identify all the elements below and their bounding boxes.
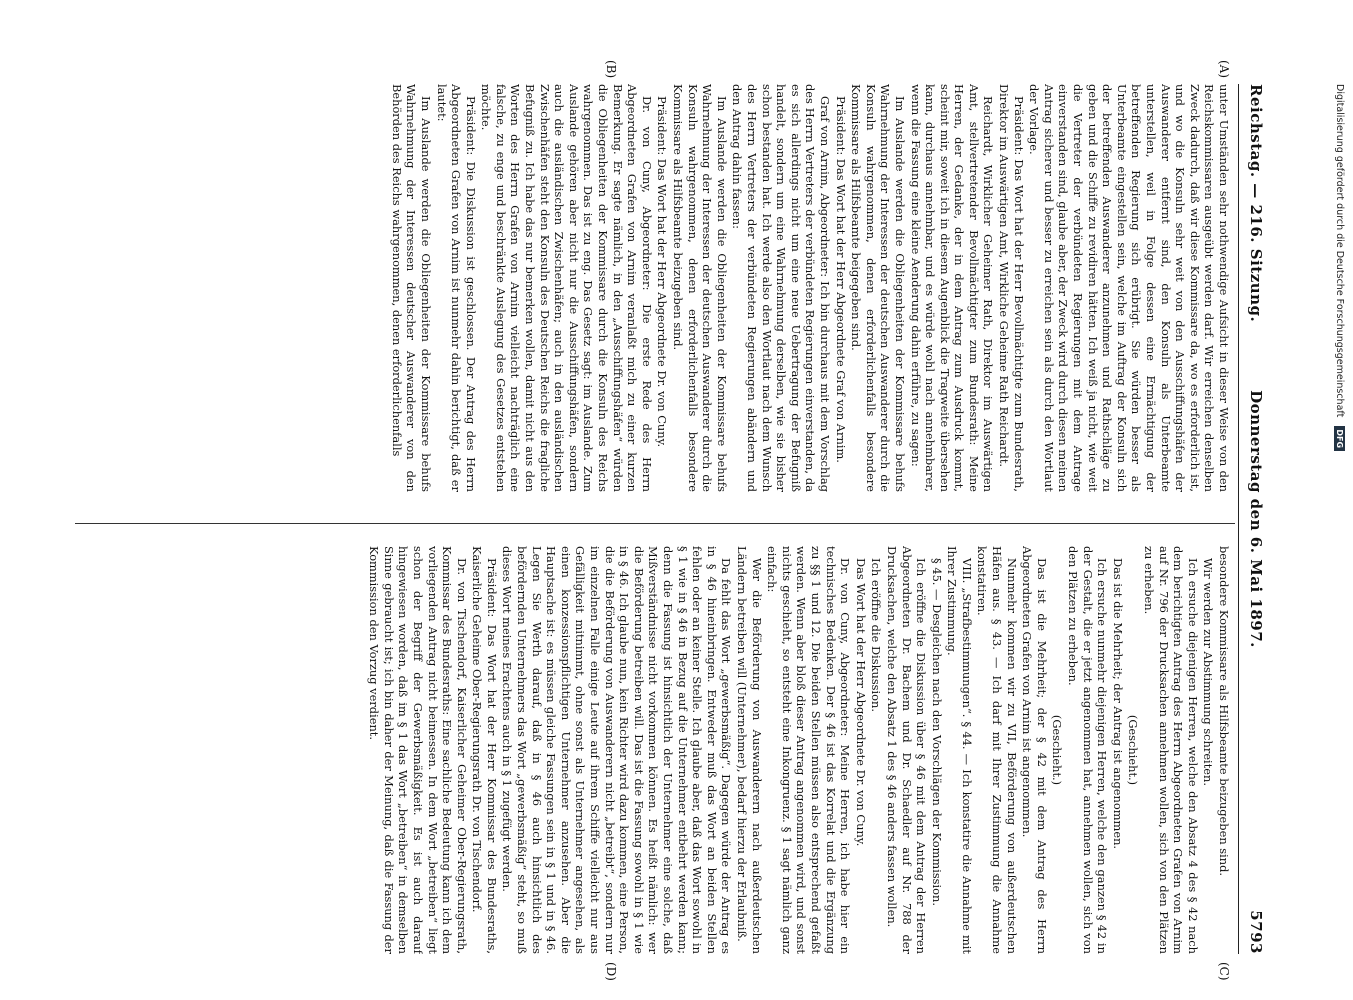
- running-head: [1241, 84, 1265, 954]
- speaker-paragraph: Reichardt, Wirklicher Geheimer Rath, Direktor im Auswärtigen Amt, stellvertretender Bevollmächtigter zum Bundesrath: Meine Herren, der Gedanke, der in dem Antrag zum Ausdruck kommt, scheint mir, soweit ich in diesem Augenblick die Tragweite übersehen kann, durchaus annehmbar, und es würde wohl nach annehmbarer, wenn die Fassung eine kleine Aenderung dahin erführe, zu sagen:: [908, 84, 996, 492]
- speaker-paragraph: Präsident: Das Wort hat der Herr Bevollmächtigte zum Bundesrath, Direktor im Auswärtigen Amt, Wirkliche Geheime Rath Reichardt.: [997, 84, 1026, 492]
- speaker-paragraph: Präsident: Die Diskussion ist geschlossen. Der Antrag des Herrn Abgeordneten Grafen von Arnim ist nunmehr dahin berichtigt, daß er lautet:: [434, 84, 478, 492]
- column-divider: [75, 523, 1235, 524]
- margin-letter-b: (B): [604, 60, 618, 79]
- paragraph: Das ist die Mehrheit; der Antrag ist angenommen.: [1110, 558, 1125, 850]
- paragraph: Ich ersuche diejenigen Herren, welche den Absatz 4 des § 42 nach dem berichtigten Antrag des Herrn Abgeordneten Grafen von Arnim auf Nr. 796 der Drucksachen annehmen wollen, sich von den Plätzen zu erheben.: [1142, 546, 1200, 954]
- session-title: Reichstag. — 216. Sitzung.: [1247, 84, 1265, 323]
- page-number: 5793: [1247, 910, 1265, 954]
- stage-direction: (Geschieht.): [1126, 714, 1141, 786]
- speaker-paragraph: Präsident: Das Wort hat der Herr Kommissar des Bundesraths, Kaiserliche Geheime Ober-Regierungsrath Dr. von Tischendorf.: [470, 546, 499, 954]
- paragraph: Da fehlt das Wort „gewerbsmäßig“. Dagegen würde der Antrag es in § 46 hineinbringen. Entweder muß das Wort an beiden Stellen fehlen oder an keiner Stelle. Ich glaube aber, daß das Wort sowohl in § 1 wie in § 46 in Bezug auf die Unternehmer entbehrt werden kann; denn die Fassung ist hinsichtlich der Unternehmer eine solche, daß Mißverständnisse nicht vorkommen können. Es heißt nämlich: wer die Beförderung betreiben will. Das ist die Fassung sowohl in § 1 wie in § 46. Ich glaube nun, kein Richter wird dazu kommen, eine Person, die die Beförderung von Auswanderern nicht „betreibt“, sondern nur im einzelnen Falle einige Leute auf ihrem Schiffe vielleicht nur aus Gefälligkeit mitnimmt, ohne sonst als Unternehmer angesehen, als einen konzessionspflichtigen Unternehmer anzusehen. Aber die Hauptsache ist: es müssen gleiche Fassungen sein in § 1 und in § 46. Legen Sie Werth darauf, daß in § 46 auch hinsichtlich des befördernden Unternehmers das Wort „gewerbsmäßig“ steht, so muß dieses Wort meines Erachtens auch in § 1 zugefügt werden.: [500, 546, 734, 954]
- quoted-motion: Im Auslande werden die Obliegenheiten der Kommissare behufs Wahrnehmung der Interessen der deutschen Auswanderer durch die Konsuln wahrgenommen, denen erforderlichenfalls besondere Kommissare als Hilfsbeamte beizugeben sind.: [671, 84, 729, 492]
- speaker-paragraph: Präsident: Das Wort hat der Herr Abgeordnete Graf von Arnim.: [833, 96, 848, 463]
- stage-direction: (Geschieht.): [1050, 714, 1065, 786]
- paragraph: § 45. — Desgleichen nach den Vorschlägen der Kommission.: [929, 558, 944, 906]
- paragraph: Nunmehr kommen wir zu VII, Beförderung von außerdeutschen Häfen aus. § 43. — Ich darf mit Ihrer Zustimmung die Annahme konstatiren.: [975, 546, 1019, 954]
- paragraph: Das ist die Mehrheit; der § 42 mit dem Antrag des Herrn Abgeordneten Grafen von Arnim ist angenommen.: [1020, 546, 1049, 954]
- speaker-paragraph: Graf von Arnim, Abgeordneter: Ich bin durchaus mit dem Vorschlag des Herrn Vertreters der verbündeten Regierungen einverstanden, da es sich allerdings nicht um eine neue Uebertragung der Befugniß handelt, sondern um eine Wahrnehmung derselben, wie sie bisher schon bestanden hat. Ich werde also den Wortlaut nach dem Wunsch des Herrn Vertreters der verbündeten Regierungen abändern und den Antrag dahin fassen:: [730, 84, 832, 492]
- speaker-paragraph: Dr. von Cuny, Abgeordneter: Meine Herren, ich habe hier ein technisches Bedenken. Der § 46 ist das Korrelat und die Ergänzung zu §§ 1 und 12. Die beiden Stellen müssen also entsprechend gefaßt werden. Wenn aber bloß dieser Antrag angenommen wird, und sonst nichts geschieht, so entsteht eine Inkongruenz. § 1 sagt nämlich ganz einfach:: [765, 546, 853, 954]
- credit-text: Digitalisierung gefördert durch die Deutsche Forschungsgemeinschaft: [1334, 84, 1345, 418]
- left-text-column: [81, 84, 1231, 492]
- paragraph: Ich eröffne die Diskussion über § 46 mit dem Antrag der Herren Abgeordneten Dr. Bachem und Dr. Schaedler auf Nr. 788 der Drucksachen, welche den Absatz 1 des § 46 anders fassen wollen.: [884, 546, 929, 954]
- quoted-motion: Im Auslande werden die Obliegenheiten der Kommissare behufs Wahrnehmung der Interessen der deutschen Auswanderer durch die Konsuln wahrgenommen, denen erforderlichenfalls besondere Kommissare als Hilfsbeamte beigegeben sind.: [849, 84, 907, 492]
- margin-letter-c: (C): [1217, 962, 1231, 981]
- paragraph: Ich ersuche nunmehr diejenigen Herren, welche den ganzen § 42 in der Gestalt, die er jetzt angenommen hat, annehmen wollen, sich von den Plätzen zu erheben.: [1066, 546, 1110, 954]
- paragraph: besondere Kommissare als Hilfsbeamte beizugeben sind.: [1217, 546, 1231, 877]
- quoted-law-text: Wer die Beförderung von Auswanderern nach außerdeutschen Ländern betreiben will (Unternehmer), bedarf hierzu der Erlaubniß.: [735, 546, 764, 954]
- margin-letter-a: (A): [1217, 60, 1231, 79]
- paragraph: Ich eröffne die Diskussion.: [869, 558, 884, 712]
- speaker-paragraph: Dr. von Cuny, Abgeordneter: Die erste Rede des Herrn Abgeordneten Grafen von Arnim veranlaßt mich zu einer kurzen Bemerkung. Er sagte nämlich, in den „Ausschiffungshäfen“ würden die Obliegenheiten der Kommissare durch die Konsuln des Reichs wahrgenommen. Das ist zu eng. Das Gesetz sagt: im Auslande. Zum Auslande gehören aber nicht nur die Ausschiffungshäfen, sondern auch die ausländischen Zwischenhäfen; auch in den ausländischen Zwischenhäfen steht den Konsuln des Deutschen Reichs die fragliche Befugniß zu. Ich habe das nur bemerken wollen, damit nicht aus den Worten des Herrn Grafen von Arnim vielleicht nachträglich eine falsche, zu enge und beschränkte Auslegung des Gesetzes entstehen möchte.: [479, 84, 654, 492]
- right-text-column: [81, 546, 1231, 954]
- paragraph: Das Wort hat der Herr Abgeordnete Dr. von Cuny.: [853, 558, 868, 847]
- header-rule: [1238, 84, 1239, 954]
- paragraph: unter Umständen sehr nothwendige Aufsicht in dieser Weise von den Reichskommissaren ausgeübt werden darf. Wir erreichen denselben Zweck dadurch, daß wir diese Kommissare da, wo es erforderlich ist, und wo die Konsuln sehr weit von den Ausschiffungshäfen der Auswanderer entfernt sind, den Konsuln als Unterbeamte unterstellen, weil in Folge dessen eine Ermächtigung der betreffenden Regierung sich erübrigt. Sie würden besser als Unterbeamte eingestellen sein, welche im Auftrag der Konsuln sich der betreffenden Auswanderer anzunehmen und Rathschläge zu geben und die Schiffe zu revidiren hätten. Ich weiß ja nicht, wie weit die Vertreter der verbündeten Regierungen mit dem Antrage einverstanden sind, glaube aber, der Zweck wird durch diesen meinen Antrag sicherer und besser zu erreichen sein als durch den Wortlaut der Vorlage.: [1027, 84, 1231, 492]
- quoted-motion: Im Auslande werden die Obliegenheiten der Kommissare behufs Wahrnehmung der Interessen deutscher Auswanderer von den Behörden des Reichs wahrgenommen, denen erforderlichenfalls: [389, 84, 433, 492]
- margin-letter-d: (D): [604, 962, 618, 981]
- session-date: Donnerstag den 6. Mai 1897.: [1247, 390, 1265, 648]
- paragraph: Wir werden zur Abstimmung schreiten.: [1201, 558, 1216, 786]
- paragraph: VIII. „Strafbestimmungen“. § 44. — Ich konstatire die Annahme mit Ihrer Zustimmung.: [945, 546, 974, 954]
- digitization-credit: [1329, 84, 1345, 964]
- speaker-paragraph: Dr. von Tischendorf, Kaiserlicher Geheimer Ober-Regierungsrath, Kommissar des Bundesraths: Eine sachliche Bedeutung kann ich dem vorliegenden Antrag nicht beimessen. In dem Wort „betreiben“ liegt schon der Begriff der Gewerbsmäßigkeit. Es ist auch darauf hingewiesen worden, daß im § 1 das Wort „betreiben“ in demselben Sinne gebraucht ist; ich bin daher der Meinung, daß die Fassung der Kommission den Vorzug verdient.: [367, 546, 469, 954]
- dfg-logo-badge: DFG: [1334, 426, 1345, 451]
- speaker-paragraph: Präsident: Das Wort hat der Herr Abgeordnete Dr. von Cuny.: [655, 96, 670, 448]
